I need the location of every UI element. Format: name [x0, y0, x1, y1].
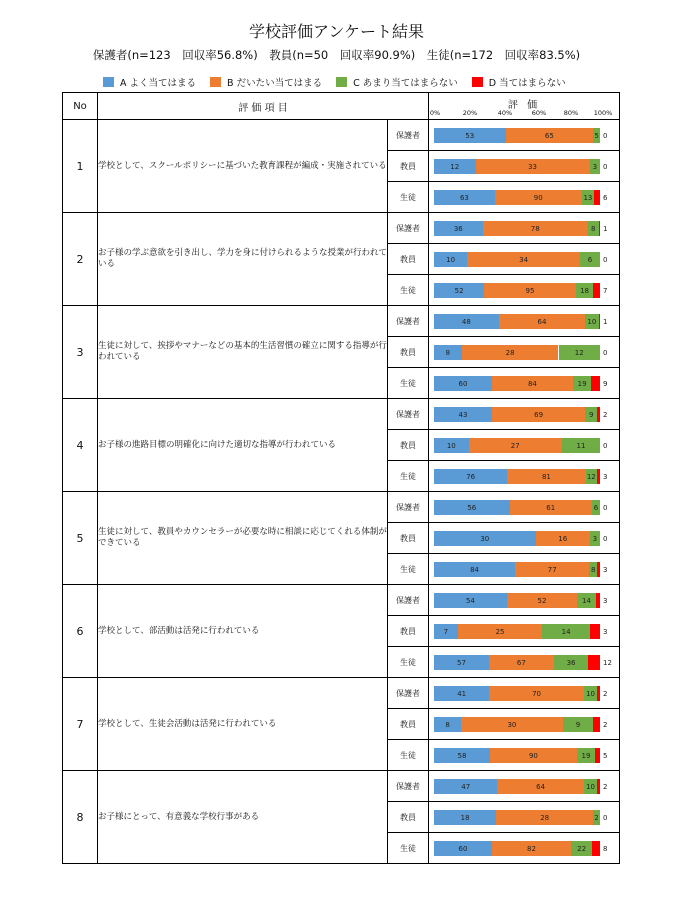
bar-cell	[429, 275, 620, 306]
respondent-label: 教員	[388, 802, 429, 833]
table-row	[63, 213, 620, 244]
tick-label-20: 20%	[462, 109, 478, 117]
stacked-bar	[434, 345, 608, 360]
bar-segment-b: 77	[515, 562, 589, 577]
question-number: 8	[63, 771, 98, 864]
bar-segment-d	[597, 407, 600, 422]
respondent-label: 生徒	[388, 182, 429, 213]
respondent-label: 保護者	[388, 399, 429, 430]
stacked-bar	[434, 841, 608, 856]
header-item: 評 価 項 目	[98, 93, 429, 120]
question-number: 7	[63, 678, 98, 771]
bar-segment-a: 12	[434, 159, 476, 174]
respondent-label: 生徒	[388, 740, 429, 771]
data-label-d: 0	[603, 131, 608, 140]
stacked-bar	[434, 128, 608, 143]
question-number: 1	[63, 120, 98, 213]
question-number: 3	[63, 306, 98, 399]
bar-segment-b: 61	[510, 500, 592, 515]
bar-segment-d	[590, 624, 600, 639]
data-label-d: 7	[603, 286, 608, 295]
bar-segment-c: 19	[577, 748, 595, 763]
bar-segment-b: 82	[492, 841, 571, 856]
bar-segment-b: 33	[476, 159, 590, 174]
question-text: 学校として、部活動は活発に行われている	[98, 585, 388, 678]
table-body	[63, 120, 620, 864]
respondent-label: 生徒	[388, 275, 429, 306]
data-label-d: 1	[603, 224, 608, 233]
bar-segment-c: 3	[590, 531, 600, 546]
bar-segment-c: 3	[590, 159, 600, 174]
respondent-label: 生徒	[388, 368, 429, 399]
table-row	[63, 399, 620, 430]
bar-segment-c: 18	[576, 283, 593, 298]
bar-segment-a: 53	[434, 128, 506, 143]
table-header-row	[63, 93, 620, 120]
stacked-bar	[434, 686, 608, 701]
bar-segment-d	[592, 841, 600, 856]
respondent-label: 教員	[388, 709, 429, 740]
legend-item-c	[336, 75, 458, 89]
bar-cell	[429, 213, 620, 244]
respondent-label: 教員	[388, 616, 429, 647]
respondent-label: 生徒	[388, 461, 429, 492]
bar-segment-c: 14	[542, 624, 589, 639]
evaluation-table	[62, 92, 620, 864]
bar-segment-c: 8	[589, 562, 597, 577]
chart-legend	[103, 75, 580, 89]
bar-cell	[429, 182, 620, 213]
data-label-d: 3	[603, 472, 608, 481]
header-eval	[429, 93, 620, 120]
legend-item-d	[472, 75, 566, 89]
bar-segment-b: 34	[467, 252, 580, 267]
stacked-bar	[434, 190, 608, 205]
table-row	[63, 678, 620, 709]
bar-segment-a: 30	[434, 531, 536, 546]
bar-cell	[429, 120, 620, 151]
bar-segment-d	[597, 469, 600, 484]
bar-segment-c: 13	[582, 190, 595, 205]
bar-cell	[429, 585, 620, 616]
bar-segment-b: 78	[483, 221, 588, 236]
stacked-bar	[434, 407, 608, 422]
legend-swatch-b	[210, 77, 221, 87]
legend-label-c: C あまり当てはまらない	[353, 78, 458, 89]
bar-segment-b: 90	[495, 190, 582, 205]
bar-segment-a: 84	[434, 562, 515, 577]
bar-segment-a: 60	[434, 376, 492, 391]
respondent-label: 保護者	[388, 120, 429, 151]
bar-segment-b: 64	[499, 314, 585, 329]
stacked-bar	[434, 748, 608, 763]
bar-segment-b: 67	[489, 655, 554, 670]
question-text: 学校として、生徒会活動は活発に行われている	[98, 678, 388, 771]
survey-summary: 保護者(n=123 回収率56.8%) 教員(n=50 回収率90.9%) 生徒(n=172 回収率83.5%)	[92, 48, 581, 62]
bar-segment-d	[591, 376, 600, 391]
stacked-bar	[434, 810, 608, 825]
data-label-d: 2	[603, 689, 608, 698]
bar-segment-c: 9	[585, 407, 597, 422]
bar-cell	[429, 306, 620, 337]
question-number: 5	[63, 492, 98, 585]
bar-segment-c: 12	[586, 469, 598, 484]
bar-segment-a: 48	[434, 314, 499, 329]
data-label-d: 5	[603, 751, 608, 760]
respondent-label: 生徒	[388, 833, 429, 864]
bar-segment-d	[599, 221, 600, 236]
data-label-d: 0	[603, 255, 608, 264]
bar-cell	[429, 430, 620, 461]
stacked-bar	[434, 159, 608, 174]
bar-segment-c: 36	[554, 655, 589, 670]
data-label-d: 6	[603, 193, 608, 202]
stacked-bar	[434, 283, 608, 298]
legend-swatch-c	[336, 77, 347, 87]
question-text: 生徒に対して、挨拶やマナーなどの基本的生活習慣の確立に関する指導が行われている	[98, 306, 388, 399]
data-label-d: 0	[603, 503, 608, 512]
bar-segment-a: 36	[434, 221, 483, 236]
bar-segment-c: 19	[573, 376, 591, 391]
bar-segment-b: 90	[490, 748, 577, 763]
data-label-d: 0	[603, 813, 608, 822]
bar-segment-a: 8	[434, 717, 461, 732]
bar-cell	[429, 244, 620, 275]
bar-cell	[429, 337, 620, 368]
respondent-label: 生徒	[388, 554, 429, 585]
bar-segment-a: 57	[434, 655, 489, 670]
bar-cell	[429, 523, 620, 554]
tick-label-100: 100%	[593, 109, 613, 117]
bar-segment-a: 76	[434, 469, 507, 484]
bar-cell	[429, 399, 620, 430]
respondent-label: 教員	[388, 337, 429, 368]
bar-cell	[429, 368, 620, 399]
legend-item-b	[210, 75, 322, 89]
stacked-bar	[434, 252, 608, 267]
stacked-bar	[434, 500, 608, 515]
bar-segment-c: 14	[577, 593, 596, 608]
bar-segment-b: 28	[496, 810, 593, 825]
question-text: 学校として、スクールポリシーに基づいた教育課程が編成・実施されている	[98, 120, 388, 213]
legend-swatch-d	[472, 77, 483, 87]
bar-segment-b: 65	[506, 128, 594, 143]
stacked-bar	[434, 655, 612, 670]
header-no: No	[63, 93, 98, 120]
bar-cell	[429, 554, 620, 585]
stacked-bar	[434, 469, 608, 484]
legend-label-a: A よく当てはまる	[120, 78, 197, 89]
respondent-label: 教員	[388, 523, 429, 554]
respondent-label: 保護者	[388, 213, 429, 244]
bar-segment-a: 60	[434, 841, 492, 856]
respondent-label: 保護者	[388, 678, 429, 709]
bar-segment-a: 47	[434, 779, 497, 794]
tick-label-0: 0%	[429, 109, 441, 117]
bar-segment-a: 8	[434, 345, 462, 360]
tick-label-80: 80%	[563, 109, 579, 117]
bar-cell	[429, 740, 620, 771]
bar-segment-a: 10	[434, 438, 469, 453]
respondent-label: 教員	[388, 244, 429, 275]
question-number: 6	[63, 585, 98, 678]
data-label-d: 9	[603, 379, 608, 388]
bar-segment-a: 56	[434, 500, 510, 515]
bar-cell	[429, 647, 620, 678]
bar-segment-a: 7	[434, 624, 458, 639]
bar-segment-a: 54	[434, 593, 507, 608]
bar-segment-a: 43	[434, 407, 492, 422]
question-text: お子様の進路目標の明確化に向けた適切な指導が行われている	[98, 399, 388, 492]
bar-segment-b: 70	[489, 686, 583, 701]
legend-label-d: D 当てはまらない	[488, 78, 566, 89]
bar-segment-c: 5	[593, 128, 600, 143]
bar-segment-a: 58	[434, 748, 490, 763]
bar-segment-d	[597, 562, 600, 577]
bar-segment-b: 27	[469, 438, 562, 453]
data-label-d: 0	[603, 162, 608, 171]
bar-cell	[429, 151, 620, 182]
stacked-bar	[434, 221, 608, 236]
page-title: 学校評価アンケート結果	[248, 22, 425, 41]
bar-segment-c: 11	[562, 438, 600, 453]
tick-label-60: 60%	[531, 109, 547, 117]
bar-segment-b: 52	[507, 593, 577, 608]
question-number: 4	[63, 399, 98, 492]
bar-segment-d	[588, 655, 600, 670]
bar-cell	[429, 616, 620, 647]
bar-cell	[429, 771, 620, 802]
bar-segment-a: 10	[434, 252, 467, 267]
bar-segment-d	[597, 779, 600, 794]
data-label-d: 0	[603, 441, 608, 450]
bar-segment-b: 95	[484, 283, 576, 298]
bar-segment-c: 10	[585, 314, 598, 329]
bar-segment-d	[594, 190, 600, 205]
data-label-d: 3	[603, 565, 608, 574]
data-label-d: 2	[603, 782, 608, 791]
data-label-d: 0	[603, 534, 608, 543]
legend-item-a	[103, 75, 196, 89]
bar-segment-b: 30	[461, 717, 563, 732]
data-label-d: 1	[603, 317, 608, 326]
bar-segment-a: 52	[434, 283, 484, 298]
bar-segment-d	[597, 686, 600, 701]
respondent-label: 保護者	[388, 585, 429, 616]
bar-segment-a: 63	[434, 190, 495, 205]
bar-segment-a: 18	[434, 810, 496, 825]
data-label-d: 3	[603, 627, 608, 636]
bar-segment-c: 10	[584, 686, 597, 701]
bar-segment-d	[593, 283, 600, 298]
stacked-bar	[434, 717, 608, 732]
bar-cell	[429, 461, 620, 492]
bar-segment-a: 41	[434, 686, 489, 701]
bar-segment-c: 8	[588, 221, 599, 236]
bar-segment-c: 6	[580, 252, 600, 267]
respondent-label: 教員	[388, 430, 429, 461]
bar-cell	[429, 833, 620, 864]
data-label-d: 2	[603, 720, 608, 729]
bar-segment-b: 16	[536, 531, 590, 546]
bar-cell	[429, 709, 620, 740]
data-label-d: 12	[603, 658, 612, 667]
table-row	[63, 120, 620, 151]
bar-segment-d	[599, 314, 600, 329]
bar-cell	[429, 492, 620, 523]
question-number: 2	[63, 213, 98, 306]
stacked-bar	[434, 531, 608, 546]
table-row	[63, 306, 620, 337]
bar-segment-b: 28	[462, 345, 559, 360]
tick-label-40: 40%	[497, 109, 513, 117]
stacked-bar	[434, 562, 608, 577]
data-label-d: 3	[603, 596, 608, 605]
legend-label-b: B だいたい当てはまる	[227, 78, 323, 89]
legend-swatch-a	[103, 77, 114, 87]
bar-segment-c: 9	[563, 717, 593, 732]
stacked-bar	[434, 593, 608, 608]
bar-segment-b: 84	[492, 376, 573, 391]
bar-segment-c: 2	[593, 810, 600, 825]
data-label-d: 8	[603, 844, 608, 853]
table-row	[63, 585, 620, 616]
bar-segment-d	[596, 593, 600, 608]
stacked-bar	[434, 438, 608, 453]
question-text: お子様にとって、有意義な学校行事がある	[98, 771, 388, 864]
stacked-bar	[434, 314, 608, 329]
stacked-bar	[434, 779, 608, 794]
header-eval-label: 評 価	[507, 100, 541, 111]
stacked-bar	[434, 376, 608, 391]
question-text: お子様の学ぶ意欲を引き出し、学力を身に付けられるような授業が行われている	[98, 213, 388, 306]
stacked-bar	[434, 624, 608, 639]
bar-segment-d	[595, 748, 600, 763]
bar-segment-b: 81	[507, 469, 585, 484]
question-text: 生徒に対して、教員やカウンセラーが必要な時に相談に応じてくれる体制ができている	[98, 492, 388, 585]
respondent-label: 保護者	[388, 492, 429, 523]
data-label-d: 0	[603, 348, 608, 357]
bar-segment-b: 64	[497, 779, 583, 794]
bar-segment-c: 22	[571, 841, 592, 856]
table-row	[63, 771, 620, 802]
bar-cell	[429, 802, 620, 833]
respondent-label: 保護者	[388, 306, 429, 337]
bar-segment-b: 69	[492, 407, 585, 422]
table-row	[63, 492, 620, 523]
bar-segment-d	[593, 717, 600, 732]
respondent-label: 保護者	[388, 771, 429, 802]
data-label-d: 2	[603, 410, 608, 419]
bar-segment-c: 6	[592, 500, 600, 515]
bar-segment-c: 12	[559, 345, 601, 360]
bar-segment-b: 25	[458, 624, 543, 639]
bar-cell	[429, 678, 620, 709]
respondent-label: 教員	[388, 151, 429, 182]
respondent-label: 生徒	[388, 647, 429, 678]
bar-segment-c: 10	[584, 779, 597, 794]
